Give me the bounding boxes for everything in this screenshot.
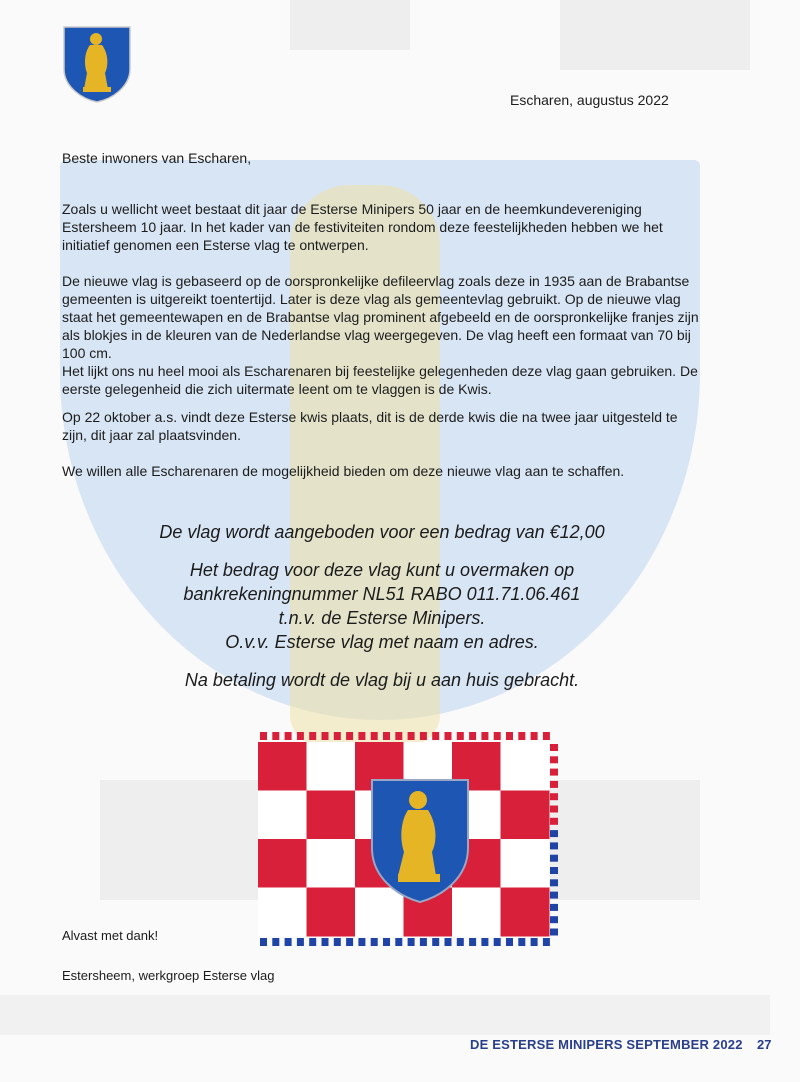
fringe-block	[272, 732, 279, 740]
fringe-block	[550, 904, 558, 911]
fringe-block	[550, 879, 558, 886]
bleed-through-block	[290, 0, 410, 50]
price-line: De vlag wordt aangeboden voor een bedrag van €12,00	[159, 522, 605, 542]
fringe-block	[346, 938, 353, 946]
fringe-block	[550, 842, 558, 849]
fringe-block	[285, 732, 292, 740]
paragraph: We willen alle Escharenaren de mogelijkheid bieden om deze nieuwe vlag aan te schaffen.	[62, 463, 625, 479]
fringe-block	[334, 938, 341, 946]
fringe-block	[550, 892, 558, 899]
fringe-block	[408, 732, 415, 740]
coat-of-arms-logo	[62, 25, 132, 103]
fringe-block	[550, 830, 558, 837]
paragraph: De nieuwe vlag is gebaseerd op de oorspronkelijke defileervlag zoals deze in 1935 aan de Brabantse gemeenten is uitgereikt toentertijd. Later is deze vlag als gemeentevlag gebruikt. Op de nieuwe vlag staat het gemeentewapen en de Brabantse vlag prominent afgebeeld en de oorspronkelijke franjes zijn als blokjes in de kleuren van de Nederlandse vlag weergegeven. De vlag heeft een formaat van 70 bij 100 cm.	[62, 273, 699, 361]
letter-body	[62, 200, 702, 490]
fringe-block	[531, 938, 538, 946]
letter-greeting: Beste inwoners van Escharen,	[62, 150, 252, 166]
page-number: 27	[757, 1037, 772, 1052]
fringe-block	[322, 732, 329, 740]
flag-check	[501, 888, 550, 937]
flag-check	[307, 791, 356, 840]
fringe-block	[550, 756, 558, 763]
esterse-flag	[250, 730, 560, 948]
flag-check	[452, 888, 501, 937]
fringe-block	[543, 732, 550, 740]
fringe-block	[550, 744, 558, 751]
fringe-block	[260, 938, 267, 946]
flag-fringe-right	[550, 744, 558, 936]
fringe-block	[550, 916, 558, 923]
fringe-block	[309, 938, 316, 946]
fringe-block	[506, 732, 513, 740]
fringe-block	[260, 732, 267, 740]
fringe-block	[481, 732, 488, 740]
fringe-block	[346, 732, 353, 740]
fringe-block	[408, 938, 415, 946]
fringe-block	[297, 732, 304, 740]
paragraph: Zoals u wellicht weet bestaat dit jaar de Esterse Minipers 50 jaar en de heemkundevereniging Estersheem 10 jaar. In het kader van de festiviteiten rondom deze feestelijkheden hebben we het initiatief genomen een Esterse vlag te ontwerpen.	[62, 201, 663, 253]
fringe-block	[445, 938, 452, 946]
payment-line: Het bedrag voor deze vlag kunt u overmaken op	[189, 560, 575, 580]
fringe-block	[518, 938, 525, 946]
fringe-block	[543, 938, 550, 946]
fringe-block	[550, 818, 558, 825]
fringe-block	[322, 938, 329, 946]
fringe-block	[550, 929, 558, 936]
paragraph: Het lijkt ons nu heel mooi als Escharenaren bij feestelijke gelegenheden deze vlag gaan gebruiken. De eerste gelegenheid die zich uitermate leent om te vlaggen is de Kwis.	[62, 363, 698, 397]
fringe-block	[518, 732, 525, 740]
fringe-block	[531, 732, 538, 740]
fringe-block	[371, 732, 378, 740]
fringe-block	[334, 732, 341, 740]
letter-date: Escharen, augustus 2022	[510, 92, 669, 108]
closing-line: Alvast met dank!	[62, 928, 159, 943]
flag-check	[307, 839, 356, 888]
fringe-block	[297, 938, 304, 946]
fringe-block	[358, 938, 365, 946]
fringe-block	[469, 938, 476, 946]
fringe-block	[550, 806, 558, 813]
offer-block	[62, 520, 702, 706]
fringe-block	[309, 732, 316, 740]
flag-check	[501, 839, 550, 888]
fringe-block	[550, 855, 558, 862]
flag-fringe-top	[260, 732, 550, 740]
flag-check	[307, 888, 356, 937]
flag-check	[258, 839, 307, 888]
fringe-block	[469, 732, 476, 740]
fringe-block	[420, 732, 427, 740]
fringe-block	[358, 732, 365, 740]
flag-check	[307, 742, 356, 791]
signature-line: Estersheem, werkgroep Esterse vlag	[62, 968, 275, 983]
fringe-block	[371, 938, 378, 946]
flag-check	[501, 791, 550, 840]
fringe-block	[506, 938, 513, 946]
payment-line: O.v.v. Esterse vlag met naam en adres.	[225, 632, 539, 652]
payment-line: bankrekeningnummer NL51 RABO 011.71.06.461	[183, 584, 581, 604]
flag-check	[501, 742, 550, 791]
flag-check	[258, 791, 307, 840]
fringe-block	[383, 938, 390, 946]
delivery-line: Na betaling wordt de vlag bij u aan huis gebracht.	[184, 670, 580, 690]
bleed-through-band	[0, 995, 770, 1035]
fringe-block	[395, 938, 402, 946]
fringe-block	[285, 938, 292, 946]
fringe-block	[494, 938, 501, 946]
fringe-block	[272, 938, 279, 946]
payment-line: t.n.v. de Esterse Minipers.	[278, 608, 486, 628]
flag-coat-of-arms	[372, 780, 468, 902]
bleed-through-block	[560, 0, 750, 70]
fringe-block	[550, 793, 558, 800]
fringe-block	[550, 781, 558, 788]
fringe-block	[432, 938, 439, 946]
footer-magazine-title: DE ESTERSE MINIPERS SEPTEMBER 2022	[470, 1037, 743, 1052]
fringe-block	[383, 732, 390, 740]
fringe-block	[420, 938, 427, 946]
fringe-block	[550, 867, 558, 874]
fringe-block	[481, 938, 488, 946]
fringe-block	[457, 938, 464, 946]
flag-fringe-bottom	[260, 938, 550, 946]
paragraph: Op 22 oktober a.s. vindt deze Esterse kwis plaats, dit is de derde kwis die na twee jaar uitgesteld te zijn, dit jaar zal plaatsvinden.	[62, 409, 678, 443]
fringe-block	[550, 769, 558, 776]
flag-check	[258, 888, 307, 937]
fringe-block	[395, 732, 402, 740]
flag-check	[258, 742, 307, 791]
flag-check	[355, 888, 404, 937]
fringe-block	[457, 732, 464, 740]
fringe-block	[432, 732, 439, 740]
fringe-block	[494, 732, 501, 740]
fringe-block	[445, 732, 452, 740]
